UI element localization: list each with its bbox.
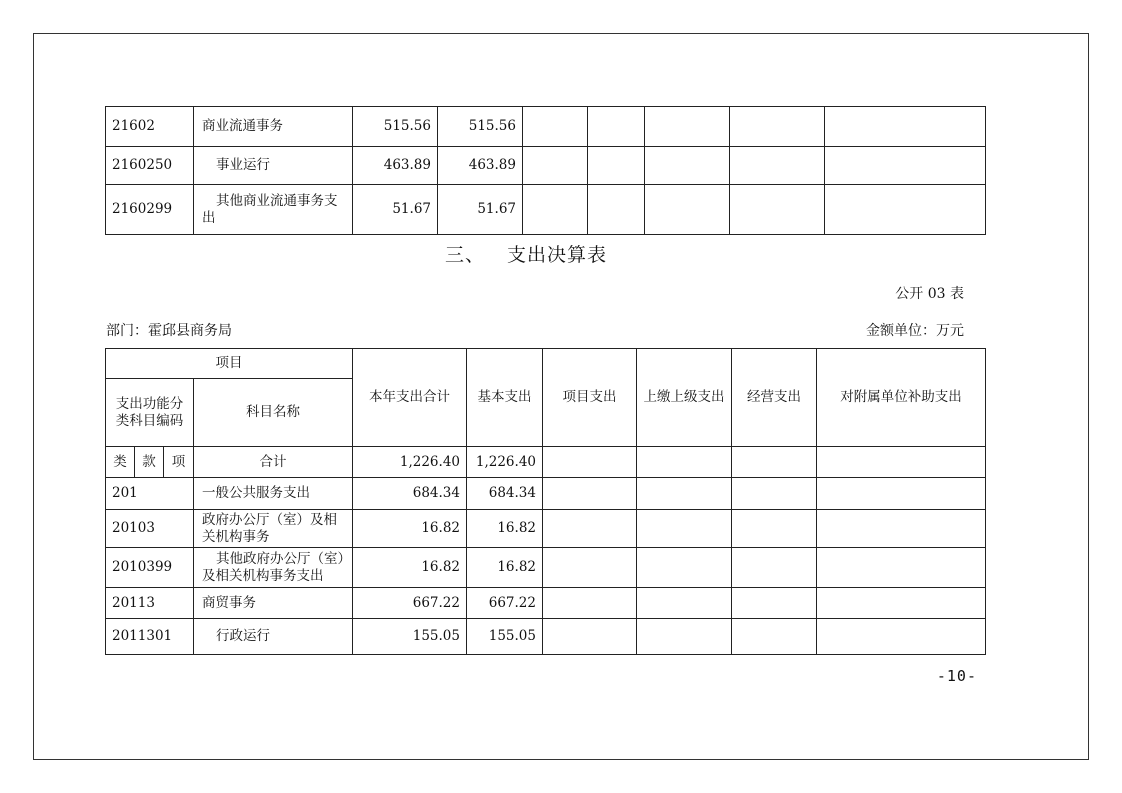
code-header: 支出功能分类科目编码 bbox=[106, 379, 194, 447]
table-row bbox=[106, 185, 986, 235]
name-cell: 一般公共服务支出 bbox=[194, 478, 353, 510]
basic-cell: 667.22 bbox=[467, 588, 543, 619]
code-cell: 2010399 bbox=[106, 548, 194, 588]
table-row bbox=[106, 510, 986, 548]
total-row bbox=[106, 447, 986, 478]
table-number: 公开 03 表 bbox=[895, 286, 964, 302]
name-cell: 其他政府办公厅（室）及相关机构事务支出 bbox=[194, 548, 353, 588]
total-cell: 16.82 bbox=[353, 510, 467, 548]
total-cell: 51.67 bbox=[353, 185, 438, 235]
total-cell: 155.05 bbox=[353, 619, 467, 655]
code-cell: 2160250 bbox=[106, 147, 194, 185]
basic-cell: 16.82 bbox=[467, 510, 543, 548]
table-row bbox=[106, 588, 986, 619]
department-label: 部门：霍邱县商务局 bbox=[106, 323, 232, 339]
basic-cell: 684.34 bbox=[467, 478, 543, 510]
basic-cell: 463.89 bbox=[438, 147, 523, 185]
table-row bbox=[106, 147, 986, 185]
expense-table bbox=[105, 348, 986, 655]
basic-cell: 1,226.40 bbox=[467, 447, 543, 478]
business-header: 经营支出 bbox=[732, 349, 817, 447]
code-cell: 2160299 bbox=[106, 185, 194, 235]
section-title bbox=[445, 240, 607, 267]
xiang-header: 项 bbox=[164, 447, 194, 478]
name-cell: 其他商业流通事务支出 bbox=[194, 185, 353, 235]
header-row bbox=[106, 349, 986, 379]
table-row bbox=[106, 619, 986, 655]
code-cell: 20113 bbox=[106, 588, 194, 619]
basic-header: 基本支出 bbox=[467, 349, 543, 447]
remit-header: 上缴上级支出 bbox=[637, 349, 732, 447]
table-row bbox=[106, 478, 986, 510]
code-cell: 201 bbox=[106, 478, 194, 510]
name-cell: 事业运行 bbox=[194, 147, 353, 185]
basic-cell: 16.82 bbox=[467, 548, 543, 588]
name-cell: 政府办公厅（室）及相关机构事务 bbox=[194, 510, 353, 548]
top-table bbox=[105, 106, 986, 235]
name-cell: 商贸事务 bbox=[194, 588, 353, 619]
table-row bbox=[106, 107, 986, 147]
total-cell: 1,226.40 bbox=[353, 447, 467, 478]
code-cell: 2011301 bbox=[106, 619, 194, 655]
project-header: 项目 bbox=[106, 349, 353, 379]
total-header: 本年支出合计 bbox=[353, 349, 467, 447]
basic-cell: 155.05 bbox=[467, 619, 543, 655]
total-cell: 16.82 bbox=[353, 548, 467, 588]
basic-cell: 515.56 bbox=[438, 107, 523, 147]
total-cell: 515.56 bbox=[353, 107, 438, 147]
table-row bbox=[106, 548, 986, 588]
total-label: 合计 bbox=[194, 447, 353, 478]
code-cell: 20103 bbox=[106, 510, 194, 548]
section-number: 三、 bbox=[445, 244, 486, 266]
kuan-header: 款 bbox=[135, 447, 164, 478]
lei-header: 类 bbox=[106, 447, 135, 478]
total-cell: 463.89 bbox=[353, 147, 438, 185]
amount-unit-label: 金额单位：万元 bbox=[866, 323, 964, 339]
section-text: 支出决算表 bbox=[507, 244, 608, 266]
page-number: -10- bbox=[936, 667, 977, 685]
total-cell: 667.22 bbox=[353, 588, 467, 619]
code-cell: 21602 bbox=[106, 107, 194, 147]
basic-cell: 51.67 bbox=[438, 185, 523, 235]
name-cell: 行政运行 bbox=[194, 619, 353, 655]
subject-name-header: 科目名称 bbox=[194, 379, 353, 447]
project-expense-header: 项目支出 bbox=[543, 349, 637, 447]
subsidy-header: 对附属单位补助支出 bbox=[817, 349, 986, 447]
name-cell: 商业流通事务 bbox=[194, 107, 353, 147]
total-cell: 684.34 bbox=[353, 478, 467, 510]
